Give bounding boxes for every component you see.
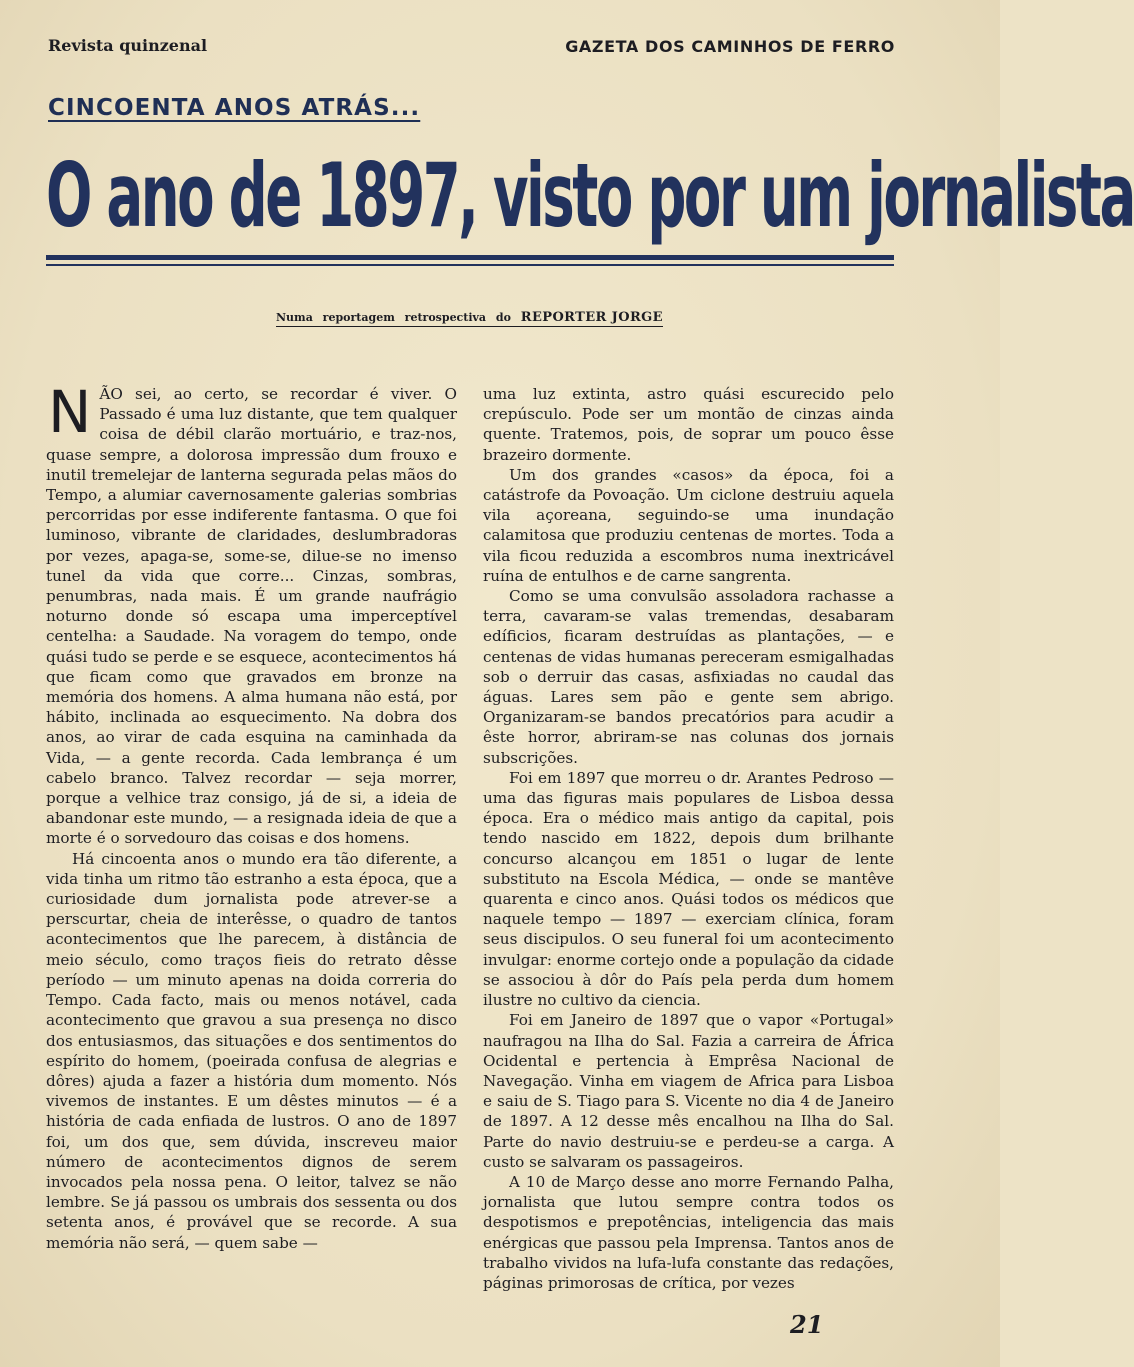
drop-cap: N (48, 378, 92, 446)
byline-author: REPORTER JORGE (520, 310, 663, 325)
article-paragraph: uma luz extinta, astro quási escurecido pelo crepúsculo. Pode ser um montão de cinzas ainda quente. Tratemos, pois, de soprar um pouco êsse brazeiro dormente. (483, 385, 894, 464)
byline-word: reportagem (322, 311, 395, 324)
article-paragraph: A 10 de Março desse ano morre Fernando Palha, jornalista que lutou sempre contra todos os despotismos e prepotências, inteligencia das mais enérgicas que passou pela Imprensa. Tantos anos de trabalho vividos na lufa-lufa constante das redações, páginas primorosas de crítica, por vezes (483, 1172, 894, 1292)
article-paragraph: Há cincoenta anos o mundo era tão diferente, a vida tinha um ritmo tão estranho a esta época, que a curiosidade dum jornalista pode atrever-se a perscurtar, cheia de interêsse, o quadro de tantos acontecimentos que lhe parecem, à distância de meio século, como traços fieis do retrato dêsse período — um minuto apenas na doida correria do Tempo. Cada facto, mais ou menos notável, cada acontecimento que gravou a sua presença no disco dos entusiasmos, das situações e dos sentimentos do espírito do homem, (poeirada confusa de alegrias e dôres) ajuda a fazer a história dum momento. Nós vivemos de instantes. E um dêstes minutos — é a história de cada enfiada de lustros. O ano de 1897 foi, um dos que, sem dúvida, inscreveu maior número de acontecimentos dignos de serem invocados pela nossa pena. O leitor, talvez se não lembre. Se já passou os umbrais dos sessenta ou dos setenta anos, é provável que se recorde. A sua memória não será, — quem sabe — (46, 849, 457, 1252)
article-paragraph: Um dos grandes «casos» da época, foi a catástrofe da Povoação. Um ciclone destruiu aquela vila açoreana, seguindo-se uma inundação calamitosa que produziu centenas de mortes. Toda a vila ficou reduzida a escombros numa inextricável ruína de entulhos e de carne sangrenta. (483, 465, 894, 585)
headline-rule-thin (46, 264, 894, 266)
paragraph-text: ÃO sei, ao certo, se recordar é viver. O Passado é uma luz distante, que tem qualquer coisa de débil clarão mortuário, e traz-nos, quase sempre, a dolorosa impressão dum frouxo e inutil tremelejar de lanterna segurada pelas mãos do Tempo, a alumiar cavernosamente galerias sombrias percorridas por esse indiferente fantasma. O que foi luminoso, vibrante de claridades, deslumbradoras por vezes, apaga-se, some-se, dilue-se no imenso tunel da vida que corre... Cinzas, sombras, penumbras, nada mais. É um grande naufrágio noturno donde só escapa uma imperceptível centelha: a Saudade. Na voragem do tempo, onde quási tudo se perde e se esquece, acontecimentos há que ficam como que gravados em bronze na memória dos homens. A alma humana não está, por hábito, inclinada ao esquecimento. Na dobra dos anos, ao virar de cada esquina na caminhada da Vida, — a gente recorda. Cada lembrança é um cabelo branco. Talvez recordar — seja morrer, porque a velhice traz consigo, já de si, a ideia de abandonar este mundo, — a resignada ideia de que a morte é o sorvedouro das coisas e dos homens. (46, 385, 457, 848)
page-number: 21 (790, 1310, 824, 1339)
article-column-left (46, 378, 457, 1253)
section-kicker: CINCOENTA ANOS ATRÁS... (48, 95, 421, 121)
article-paragraph (46, 378, 457, 849)
article-paragraph: Foi em Janeiro de 1897 que o vapor «Portugal» naufragou na Ilha do Sal. Fazia a carreira de África Ocidental e pertencia à Emprêsa Nacional de Navegação. Vinha em viagem de Africa para Lisboa e saiu de S. Tiago para S. Vicente no dia 4 de Janeiro de 1897. A 12 desse mês encalhou na Ilha do Sal. Parte do navio destruiu-se e perdeu-se a carga. A custo se salvaram os passageiros. (483, 1011, 894, 1171)
byline-word: do (495, 311, 511, 324)
headline-text: O ano de 1897, visto por um jornalista (46, 144, 1134, 247)
publication-frequency: Revista quinzenal (48, 36, 208, 55)
headline (46, 144, 1134, 247)
byline-word: retrospectiva (404, 311, 487, 324)
headline-rule-thick (46, 255, 894, 260)
article-paragraph: Foi em 1897 que morreu o dr. Arantes Pedroso — uma das figuras mais populares de Lisboa dessa época. Era o médico mais antigo da capital, pois tendo nascido em 1822, depois dum brilhante concurso alcançou em 1851 o lugar de lente substituto na Escola Médica, — onde se mantêve quarenta e cinco anos. Quási todos os médicos que naquele tempo — 1897 — exerciam clínica, foram seus discipulos. O seu funeral foi um acontecimento invulgar: enorme cortejo onde a população da cidade se associou à dôr do País pela perda dum homem ilustre no cultivo da ciencia. (483, 768, 894, 1010)
article-column-right (483, 384, 894, 1293)
article-paragraph: Como se uma convulsão assoladora rachasse a terra, cavaram-se valas tremendas, desabaram edíficios, ficaram destruídas as plantações, — e centenas de vidas humanas pereceram esmigalhadas sob o derruir das casas, asfixiadas no caudal das águas. Lares sem pão e gente sem abrigo. Organizaram-se bandos precatórios para acudir a êste horror, abriram-se nas colunas dos jornais subscrições. (483, 587, 894, 767)
byline (276, 310, 663, 327)
publication-title: GAZETA DOS CAMINHOS DE FERRO (565, 37, 895, 56)
byline-word: Numa (276, 311, 313, 324)
